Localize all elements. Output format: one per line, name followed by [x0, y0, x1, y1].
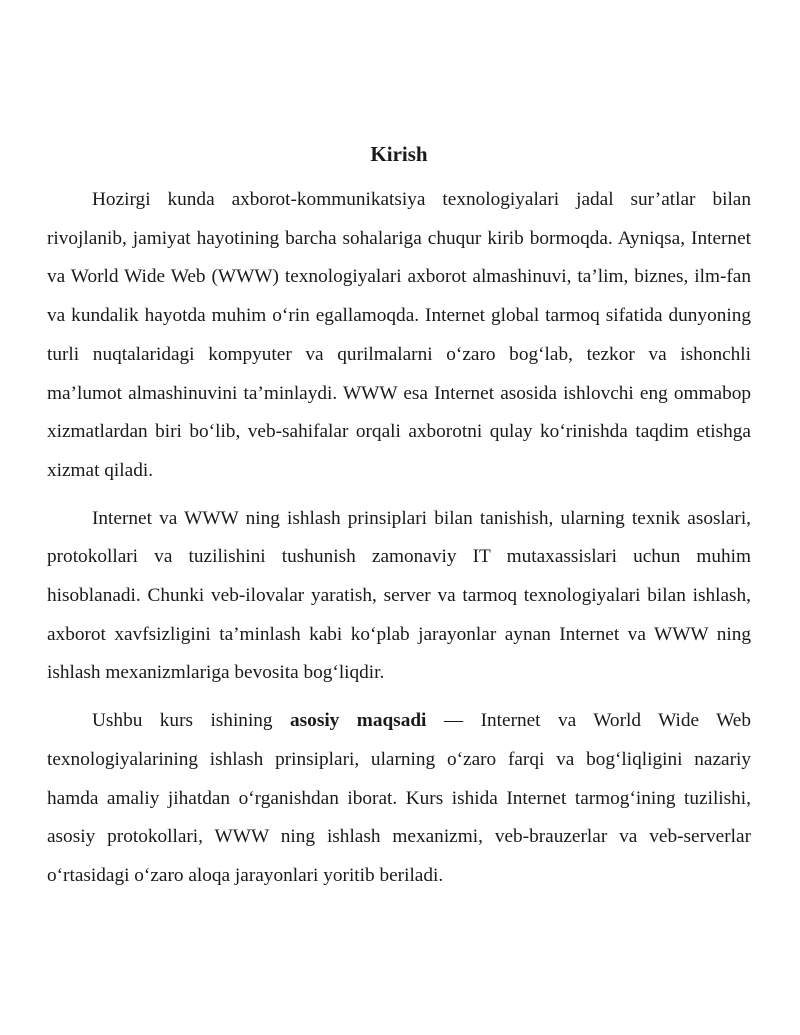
paragraph-intro: Hozirgi kunda axborot-kommunikatsiya texnologiyalari jadal sur’atlar bilan rivojlanib, jamiyat hayotining barcha sohalariga chuqur kirib bormoqda. Ayniqsa, Internet va World Wide Web (WWW) texnologiyalari axborot almashinuvi, ta’lim, biznes, ilm-fan va kundalik hayotda muhim o‘rin egallamoqda. Internet global tarmoq sifatida dunyoning turli nuqtalaridagi kompyuter va qurilmalarni o‘zaro bog‘lab, tezkor va ishonchli ma’lumot almashinuvini ta’minlaydi. WWW esa Internet asosida ishlovchi eng ommabop xizmatlardan biri bo‘lib, veb-sahifalar orqali axborotni qulay ko‘rinishda taqdim etishga xizmat qiladi.: [47, 189, 751, 481]
paragraph-importance: Internet va WWW ning ishlash prinsiplari bilan tanishish, ularning texnik asoslari, protokollari va tuzilishini tushunish zamonaviy IT mutaxassislari uchun muhim hisoblanadi. Chunki veb-ilovalar yaratish, server va tarmoq texnologiyalari bilan ishlash, axborot xavfsizligini ta’minlash kabi ko‘plab jarayonlar aynan Internet va WWW ning ishlash mexanizmlariga bevosita bog‘liqdir.: [47, 507, 751, 684]
page-title: Kirish: [370, 142, 428, 166]
paragraph-goal-rest: — Internet va World Wide Web texnologiyalarining ishlash prinsiplari, ularning o‘zaro farqi va bog‘liqligini nazariy hamda amaliy jihatdan o‘rganishdan iborat. Kurs ishida Internet tarmog‘ining tuzilishi, asosiy protokollari, WWW ning ishlash mexanizmi, veb-brauzerlar va veb-serverlar o‘rtasidagi o‘zaro aloqa jarayonlari yoritib beriladi.: [47, 710, 752, 886]
paragraph-goal-lead: Ushbu kurs ishining: [92, 710, 291, 732]
paragraph-goal-bold: asosiy maqsadi: [290, 710, 427, 732]
document-page: [47, 139, 751, 905]
paragraph-goal: [47, 702, 751, 896]
